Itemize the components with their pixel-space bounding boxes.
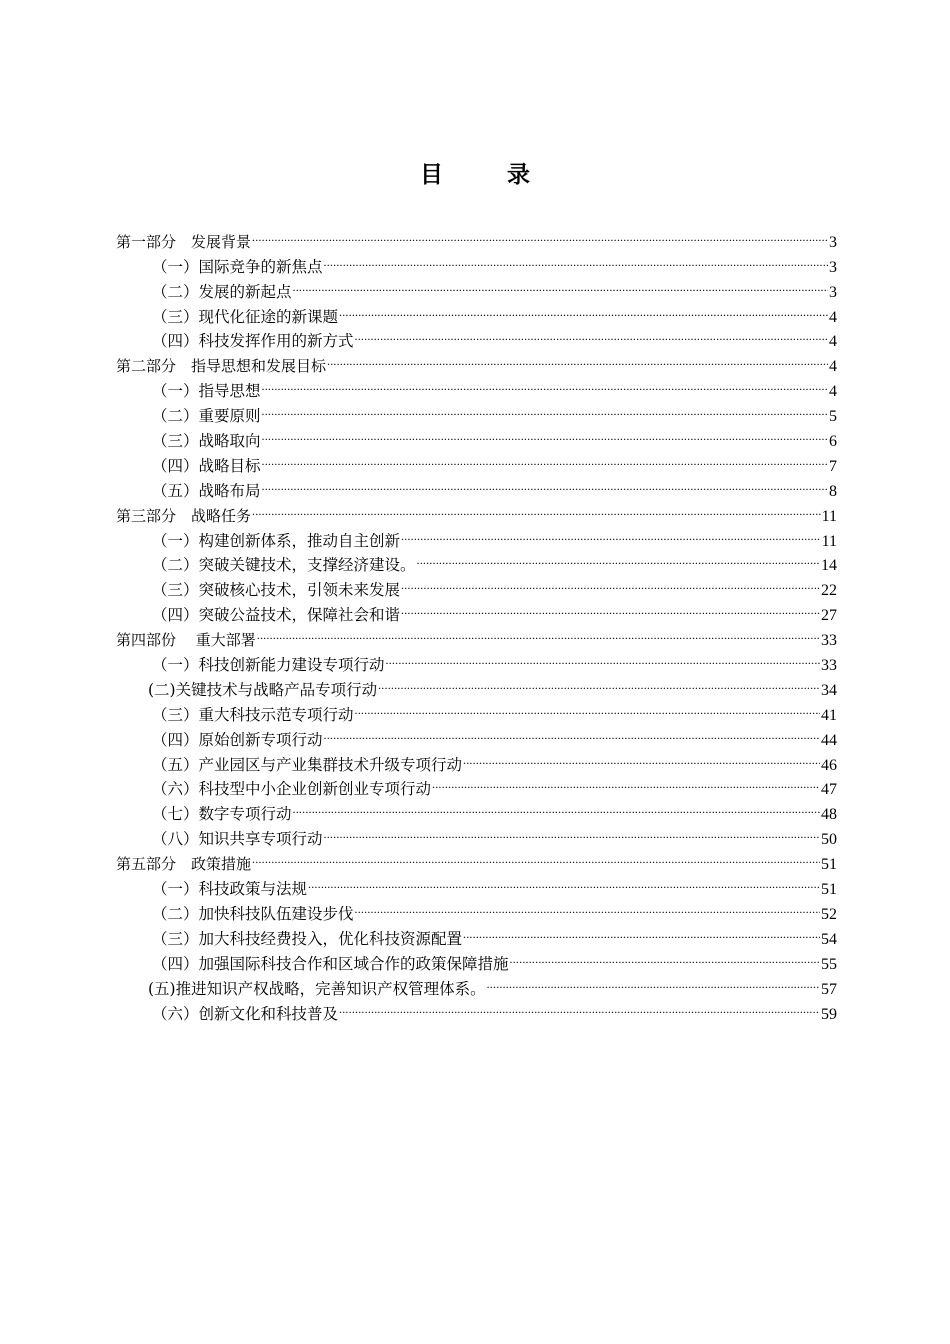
toc-entry-label: （六）创新文化和科技普及 (152, 1004, 339, 1023)
dot-leader (386, 645, 820, 670)
dot-leader (510, 944, 820, 969)
toc-entry-page-number: 33 (821, 632, 837, 650)
dot-leader (355, 322, 828, 347)
toc-title: 目 录 (419, 162, 558, 189)
toc-entry-label: （二）发展的新起点 (152, 282, 292, 301)
toc-entry-label: 第三部分 战略任务 (116, 506, 252, 525)
toc-entry-label: （一）国际竞争的新焦点 (152, 257, 323, 276)
toc-entry-page-number: 48 (821, 806, 837, 824)
dot-leader (355, 695, 820, 720)
toc-entry-label: （八）知识共享专项行动 (152, 830, 323, 849)
toc-entry-page-number: 50 (821, 831, 837, 849)
dot-leader (324, 819, 820, 844)
toc-entry-label: （一）科技政策与法规 (152, 880, 308, 899)
toc-entry-page-number: 3 (829, 233, 837, 251)
dot-leader (339, 994, 820, 1019)
table-of-contents (116, 222, 837, 1023)
dot-leader (262, 421, 828, 446)
toc-entry-page-number: 14 (821, 557, 837, 575)
toc-entry-page-number: 51 (821, 881, 837, 899)
dot-leader (463, 919, 820, 944)
toc-entry-label: （三）战略取向 (152, 432, 261, 451)
toc-entry-page-number: 7 (829, 457, 837, 475)
toc-entry-label: （四）突破公益技术，保障社会和谐 (152, 606, 401, 625)
toc-entry-label: （七）数字专项行动 (152, 805, 292, 824)
toc-entry-page-number: 4 (829, 333, 837, 351)
toc-entry-page-number: 41 (821, 706, 837, 724)
dot-leader (252, 222, 828, 247)
toc-entry-label: 第二部分 指导思想和发展目标 (116, 357, 327, 376)
toc-entry-page-number: 4 (829, 308, 837, 326)
dot-leader (401, 570, 820, 595)
dot-leader (339, 297, 828, 322)
toc-entry-page-number: 33 (821, 657, 837, 675)
toc-entry[interactable] (116, 222, 837, 251)
toc-entry-page-number: 3 (829, 258, 837, 276)
dot-leader (463, 745, 820, 770)
dot-leader (262, 371, 828, 396)
toc-entry-page-number: 46 (821, 756, 837, 774)
toc-entry-page-number: 59 (821, 1005, 837, 1023)
toc-entry-page-number: 51 (821, 856, 837, 874)
dot-leader (257, 620, 820, 645)
toc-entry-label: 第五部分 政策措施 (116, 855, 252, 874)
dot-leader (262, 471, 828, 496)
toc-entry-label: （四）科技发挥作用的新方式 (152, 332, 354, 351)
toc-entry-label: （一）指导思想 (152, 382, 261, 401)
toc-entry-label: 第一部分 发展背景 (116, 232, 252, 251)
toc-entry-page-number: 34 (821, 681, 837, 699)
dot-leader (308, 869, 820, 894)
toc-entry-label: （五）产业园区与产业集群技术升级专项行动 (152, 755, 463, 774)
toc-entry-label: (五)推进知识产权战略，完善知识产权管理体系。 (148, 979, 486, 998)
toc-entry-page-number: 47 (821, 781, 837, 799)
toc-entry-page-number: 4 (829, 358, 837, 376)
toc-entry-label: （一）科技创新能力建设专项行动 (152, 656, 385, 675)
toc-entry-page-number: 8 (829, 482, 837, 500)
dot-leader (252, 496, 821, 521)
dot-leader (487, 969, 820, 994)
dot-leader (417, 546, 820, 571)
toc-entry-label: 第四部份 重大部署 (116, 631, 256, 650)
toc-entry-label: （三）现代化征途的新课题 (152, 307, 339, 326)
toc-entry-label: （五）战略布局 (152, 481, 261, 500)
toc-entry-page-number: 5 (829, 408, 837, 426)
toc-entry-label: （六）科技型中小企业创新创业专项行动 (152, 780, 432, 799)
toc-entry-label: （四）加强国际科技合作和区域合作的政策保障措施 (152, 954, 509, 973)
toc-entry-label: （二）重要原则 (152, 407, 261, 426)
dot-leader (401, 521, 821, 546)
toc-entry-label: (二)关键技术与战略产品专项行动 (148, 680, 378, 699)
dot-leader (401, 595, 820, 620)
dot-leader (432, 770, 820, 795)
toc-entry-page-number: 44 (821, 731, 837, 749)
toc-entry-page-number: 4 (829, 383, 837, 401)
dot-leader (262, 446, 828, 471)
dot-leader (327, 346, 828, 371)
toc-entry-label: （一）构建创新体系，推动自主创新 (152, 531, 401, 550)
dot-leader (293, 794, 820, 819)
dot-leader (355, 894, 820, 919)
toc-entry-page-number: 55 (821, 955, 837, 973)
dot-leader (293, 272, 828, 297)
dot-leader (378, 670, 820, 695)
toc-entry-label: （三）重大科技示范专项行动 (152, 705, 354, 724)
toc-entry-page-number: 11 (821, 532, 837, 550)
dot-leader (262, 396, 828, 421)
toc-entry-label: （四）原始创新专项行动 (152, 730, 323, 749)
toc-entry-page-number: 57 (821, 980, 837, 998)
toc-entry-label: （四）战略目标 (152, 456, 261, 475)
dot-leader (252, 844, 820, 869)
toc-entry-page-number: 11 (821, 507, 837, 525)
dot-leader (324, 720, 820, 745)
toc-entry-label: （三）加大科技经费投入，优化科技资源配置 (152, 929, 463, 948)
toc-entry-label: （二）加快科技队伍建设步伐 (152, 904, 354, 923)
toc-entry-label: （三）突破核心技术，引领未来发展 (152, 581, 401, 600)
toc-entry-page-number: 27 (821, 607, 837, 625)
toc-entry-page-number: 54 (821, 930, 837, 948)
toc-entry-page-number: 52 (821, 905, 837, 923)
toc-entry-label: （二）突破关键技术，支撑经济建设。 (152, 556, 416, 575)
dot-leader (324, 247, 828, 272)
toc-entry-page-number: 22 (821, 582, 837, 600)
toc-entry-page-number: 6 (829, 433, 837, 451)
toc-entry-page-number: 3 (829, 283, 837, 301)
